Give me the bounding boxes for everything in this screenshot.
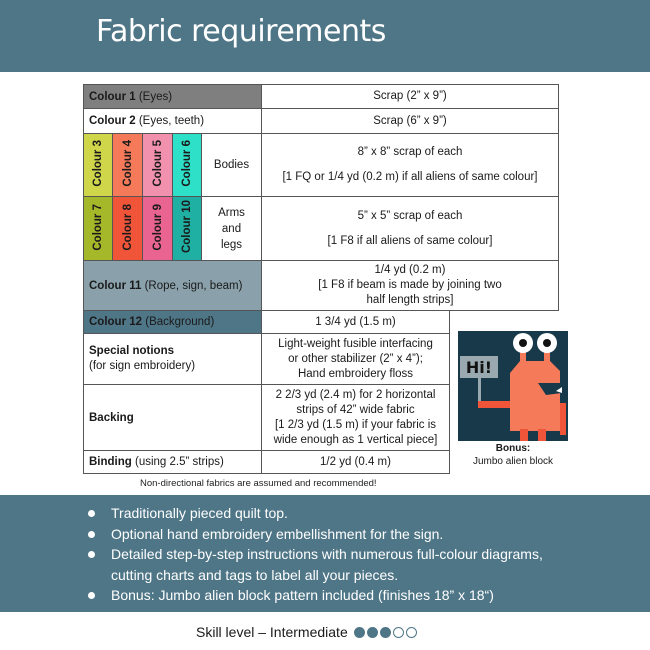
skill-level-rating [354,627,417,638]
skill-level-label: Skill level – Intermediate [196,624,348,640]
features-list [88,503,591,606]
colour-2-value: Scrap (6” x 9”) [262,109,559,134]
feature-item: Detailed step-by-step instructions with numerous full-colour diagrams, cutting charts and tags to label all your pieces. [88,544,571,585]
rating-empty-circle-icon [393,627,404,638]
row-backing [84,385,450,451]
row-colour-2 [84,109,559,134]
header-banner [0,0,650,72]
swatch-colour-10: Colour 10 [173,197,202,261]
fabric-note: Non-directional fabrics are assumed and recommended! [140,478,377,489]
row-bodies [84,134,559,197]
svg-text:Hi!: Hi! [465,358,493,377]
features-band [0,495,650,612]
part-arms-legs: Arms and legs [202,197,262,261]
page-title: Fabric requirements [96,14,386,49]
colour-1-label: Colour 1 (Eyes) [84,85,262,109]
part-bodies: Bodies [202,134,262,197]
bullet-icon [88,531,95,538]
jumbo-alien-block-image [458,331,568,441]
row-binding [84,451,450,474]
colour-12-label: Colour 12 (Background) [84,311,262,334]
rating-empty-circle-icon [406,627,417,638]
notions-value: Light-weight fusible interfacing or other stabilizer (2” x 4”); Hand embroidery floss [262,334,450,385]
swatch-colour-3: Colour 3 [84,134,113,197]
feature-item: Optional hand embroidery embellishment for the sign. [88,524,571,545]
swatch-colour-5: Colour 5 [143,134,173,197]
bonus-caption: Bonus: Jumbo alien block [472,443,554,467]
swatch-colour-4: Colour 4 [113,134,143,197]
backing-value: 2 2/3 yd (2.4 m) for 2 horizontal strips of 42” wide fabric [1 2/3 yd (1.5 m) if your fabric is wide enough as 1 vertical piece] [262,385,450,451]
fabric-table-top [83,84,559,311]
row-colour-12 [84,311,450,334]
rating-filled-circle-icon [354,627,365,638]
swatch-colour-7: Colour 7 [84,197,113,261]
bullet-icon [88,510,95,517]
row-arms-legs [84,197,559,261]
bullet-icon [88,551,95,558]
colour-11-label: Colour 11 (Rope, sign, beam) [84,261,262,311]
notions-label: Special notions (for sign embroidery) [84,334,262,385]
swatch-colour-8: Colour 8 [113,197,143,261]
row-special-notions [84,334,450,385]
colour-11-value: 1/4 yd (0.2 m) [1 F8 if beam is made by joining two half length strips] [262,261,559,311]
colour-1-value: Scrap (2” x 9”) [262,85,559,109]
rating-filled-circle-icon [380,627,391,638]
skill-level [196,624,417,640]
feature-item: Bonus: Jumbo alien block pattern included (finishes 18” x 18“) [88,585,591,606]
binding-value: 1/2 yd (0.4 m) [262,451,450,474]
backing-label: Backing [84,385,262,451]
swatch-colour-6: Colour 6 [173,134,202,197]
colour-12-value: 1 3/4 yd (1.5 m) [262,311,450,334]
row-colour-1 [84,85,559,109]
alien-illustration-icon [458,331,568,441]
rating-filled-circle-icon [367,627,378,638]
row-colour-11 [84,261,559,311]
swatch-colour-9: Colour 9 [143,197,173,261]
feature-item: Traditionally pieced quilt top. [88,503,571,524]
colour-2-label: Colour 2 (Eyes, teeth) [84,109,262,134]
arms-legs-value: 5” x 5” scrap of each [1 F8 if all aliens of same colour] [262,197,559,261]
binding-label: Binding (using 2.5” strips) [84,451,262,474]
bullet-icon [88,592,95,599]
fabric-table-bottom [83,310,450,474]
bodies-value: 8” x 8” scrap of each [1 FQ or 1/4 yd (0.2 m) if all aliens of same colour] [262,134,559,197]
